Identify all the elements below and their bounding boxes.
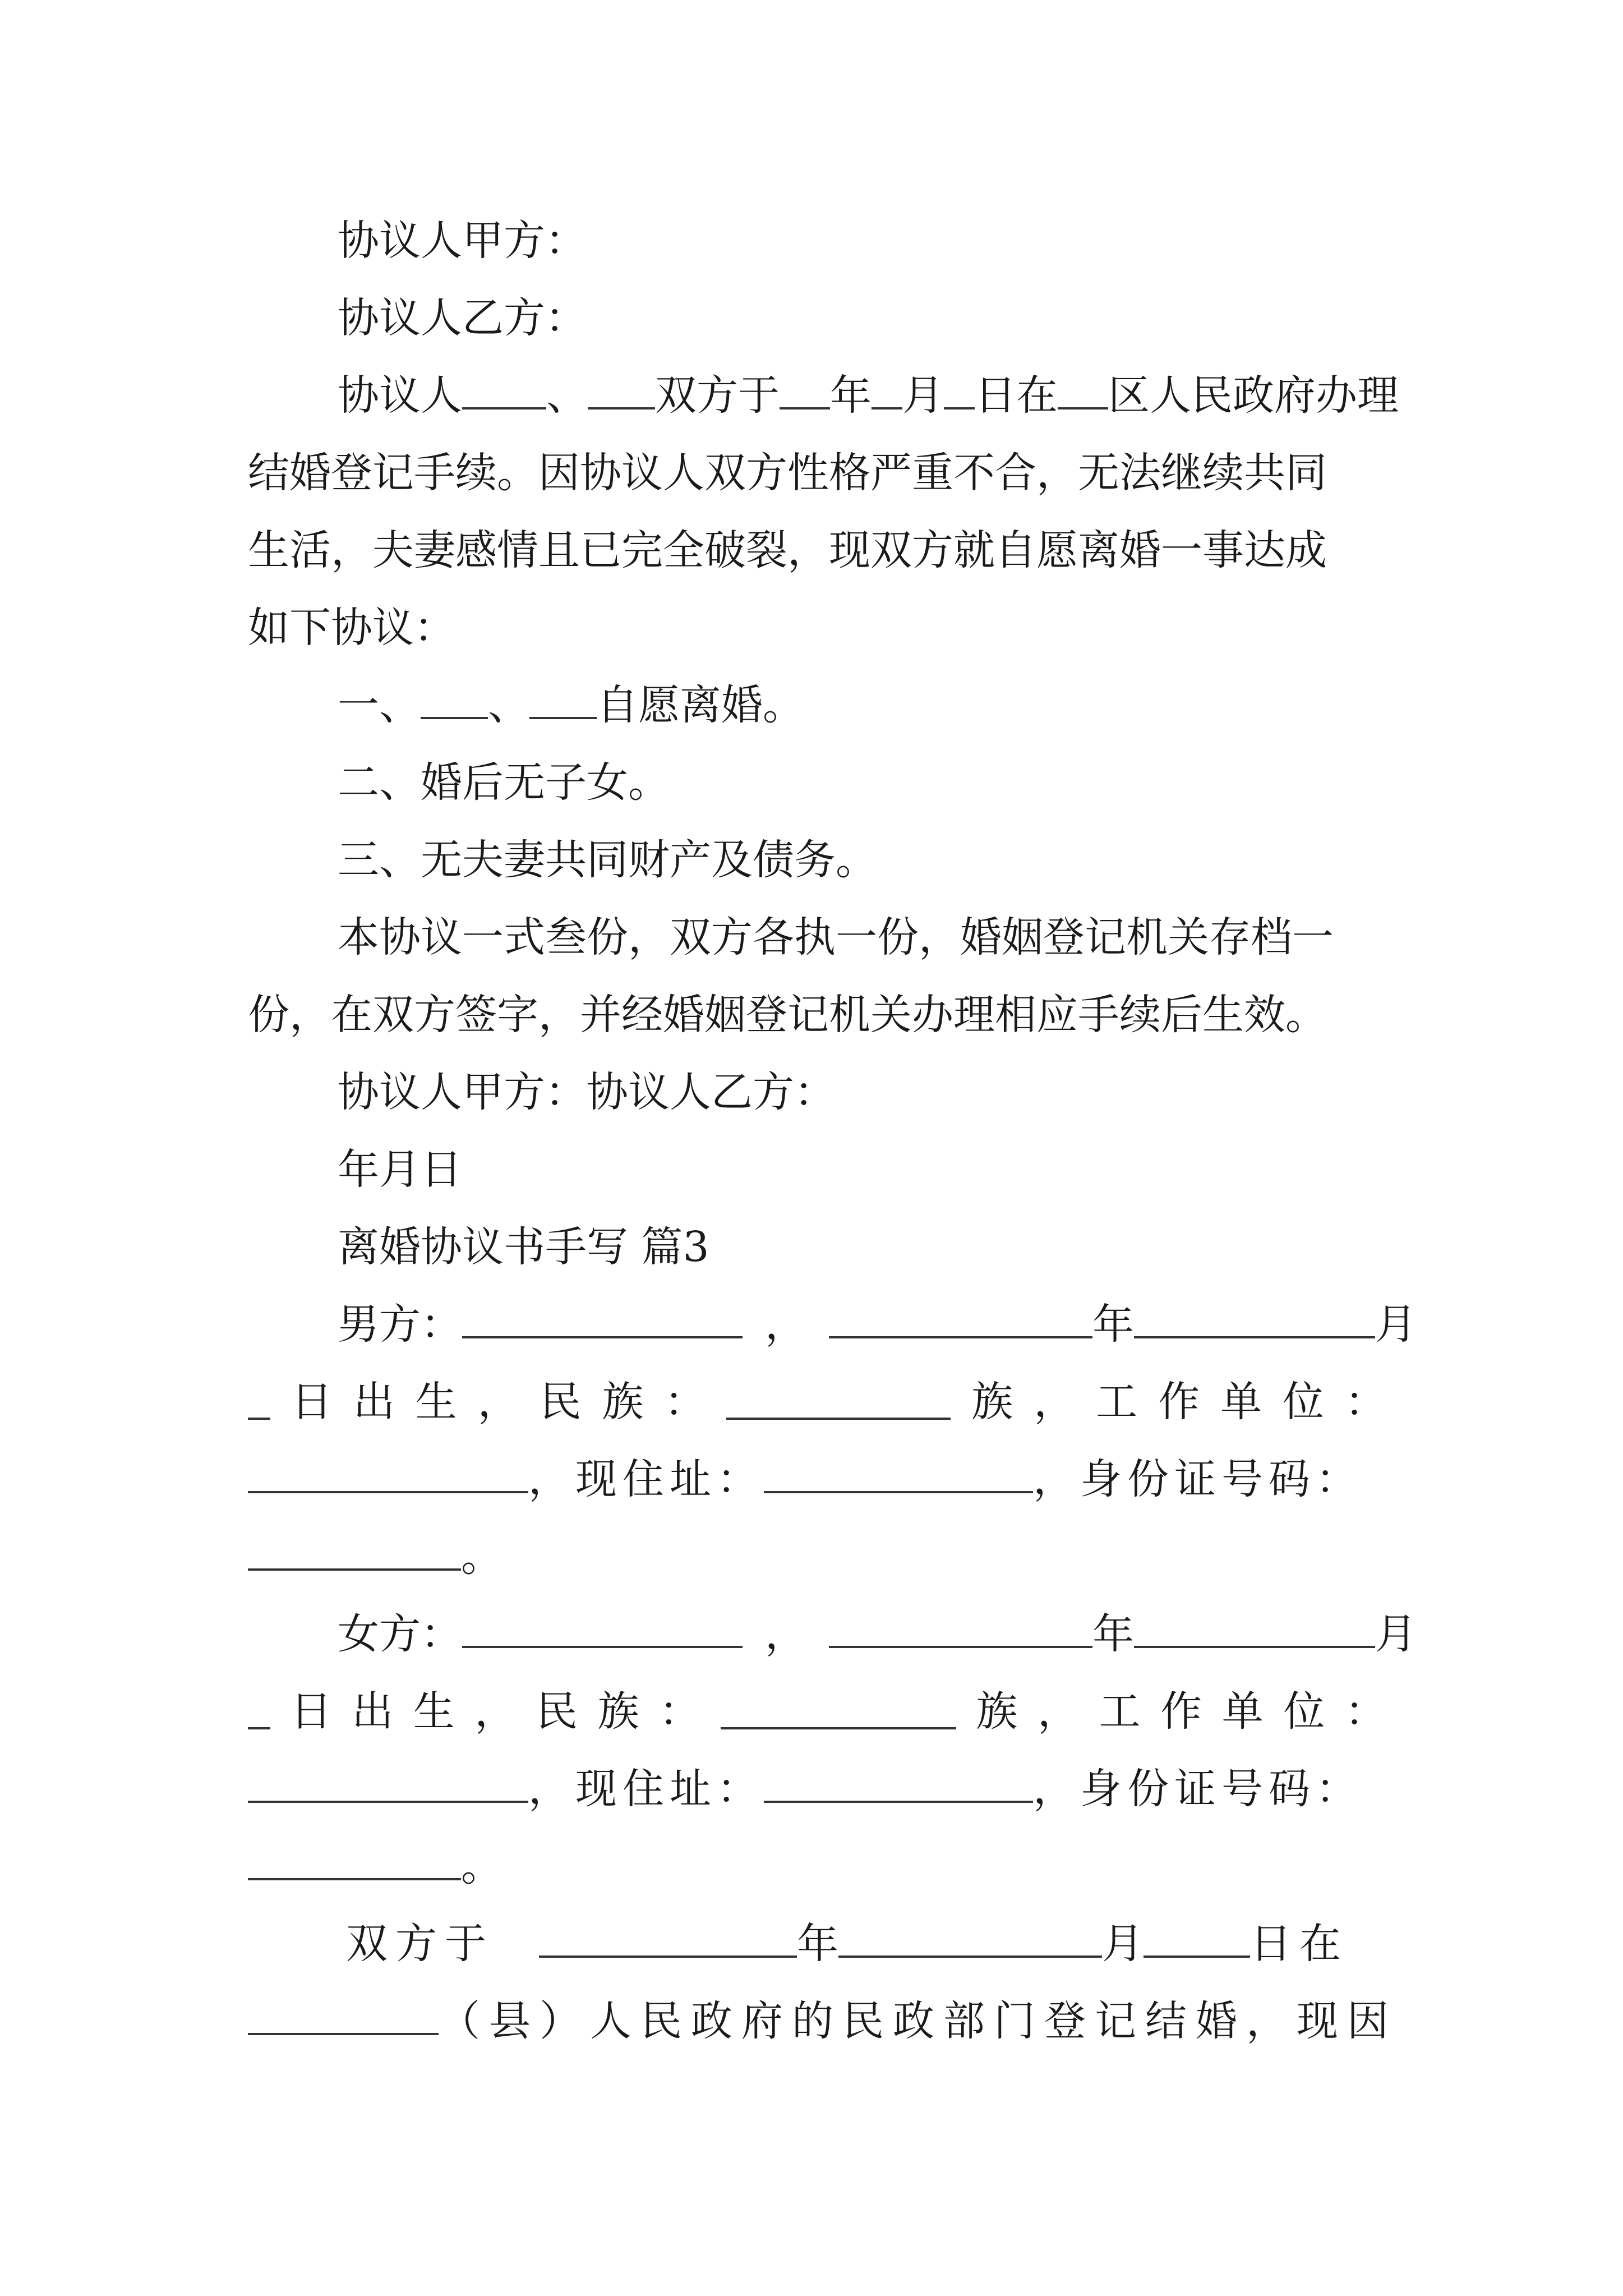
female-line-2 [248,1673,1386,1750]
text-segment: 双方于 [655,371,780,420]
party-a-label: 协议人甲方： [338,217,587,265]
text-char: ： [1344,1687,1386,1736]
text-char: 工 [1096,1378,1138,1426]
blank-field[interactable] [539,1922,797,1958]
paragraph-intro-line-3 [248,512,1386,589]
registration-line-1 [248,1905,1386,1982]
party-b-label: 协议人乙方： [338,294,587,342]
section-title [248,1208,1386,1286]
blank-field[interactable] [462,1612,743,1648]
text-segment: ，身份证号码： [1033,1455,1363,1503]
text-char: 作 [1160,1687,1202,1736]
text-segment: ，现住址： [528,1765,764,1813]
blank-field[interactable] [529,683,597,719]
blank-field[interactable] [421,683,488,719]
blank-field[interactable] [462,1303,743,1338]
text-segment: 年 [1092,1300,1134,1349]
text-segment: ，身份证号码： [1033,1765,1363,1813]
text-segment: 、 [546,371,588,420]
text-char: ： [659,1687,701,1736]
text-segment: 生活，夫妻感情且已完全破裂，现双方就自愿离婚一事达成 [248,526,1327,574]
text-segment: 月 [1375,1610,1417,1658]
text-char: 位 [1282,1378,1324,1426]
blank-field[interactable] [726,1384,951,1420]
copies-line-2 [248,976,1386,1053]
text-segment: 日在 [975,371,1058,420]
text-segment: 一、 [338,681,421,729]
paragraph-intro-line-2 [248,434,1386,512]
paragraph-intro-line-1 [248,357,1399,434]
text-segment: 。 [461,1533,502,1581]
text-char: 日 [290,1687,332,1736]
text-char: 生 [415,1378,457,1426]
text-segment: 日在 [1250,1920,1349,1968]
copies-line-1 [248,899,1386,976]
date-line [248,1131,1386,1208]
text-char: 民 [536,1687,578,1736]
text-char: ： [664,1378,706,1426]
male-line-3 [248,1441,1386,1518]
text-char: 单 [1220,1378,1262,1426]
blank-field[interactable] [721,1694,956,1729]
male-line-2 [248,1363,1386,1441]
text-segment: 年 [797,1920,838,1968]
text-segment: 、 [488,681,529,729]
text-segment: 年月日 [338,1145,462,1194]
text-segment: 年 [1092,1610,1134,1658]
text-segment: 本协议一式叁份，双方各执一份，婚姻登记机关存档一 [338,913,1334,961]
text-segment: 区人民政府办理 [1108,371,1399,420]
blank-field[interactable] [248,1535,461,1571]
male-line-4 [248,1518,1386,1595]
blank-field[interactable] [462,374,546,409]
text-char: 出 [353,1378,395,1426]
text-segment: 自愿离婚。 [597,681,804,729]
text-segment: 。 [461,1842,502,1890]
text-segment: 双方于 [346,1920,494,1968]
paragraph-intro-line-4 [248,589,1386,666]
blank-field[interactable] [872,374,902,409]
text-segment: ， [765,1300,806,1349]
text-segment: 如下协议： [248,604,455,652]
female-line-1 [248,1595,1417,1673]
blank-field[interactable] [1058,374,1108,409]
blank-field[interactable] [248,1999,439,2035]
blank-field[interactable] [588,374,655,409]
blank-field[interactable] [1134,1303,1375,1338]
blank-field[interactable] [248,1384,270,1420]
text-char: 工 [1099,1687,1141,1736]
blank-field[interactable] [248,1694,270,1729]
blank-field[interactable] [764,1767,1033,1803]
blank-field[interactable] [248,1767,528,1803]
text-char: 作 [1158,1378,1200,1426]
text-segment: ，现住址： [528,1455,764,1503]
female-line-3 [248,1750,1386,1828]
text-char: ， [1034,1378,1076,1426]
blank-field[interactable] [780,374,830,409]
male-line-1 [248,1286,1417,1363]
text-char: 族 [602,1378,644,1426]
text-segment: 协议人甲方：协议人乙方： [338,1068,836,1116]
text-char: 日 [291,1378,333,1426]
text-char: ， [477,1378,519,1426]
text-segment: 月 [1375,1300,1417,1349]
party-a-line [248,202,1386,279]
blank-field[interactable] [829,1612,1092,1648]
text-segment: 年 [830,371,872,420]
text-char: 族 [976,1687,1018,1736]
text-segment: 结婚登记手续。因协议人双方性格严重不合，无法继续共同 [248,449,1327,497]
female-line-4 [248,1828,1386,1905]
text-segment: 月 [1102,1920,1144,1968]
text-segment: 离婚协议书手写 篇3 [338,1223,709,1271]
signature-line [248,1053,1386,1131]
clause-3 [248,821,1386,899]
text-char: ： [1344,1378,1386,1426]
blank-field[interactable] [1134,1612,1375,1648]
text-char: ， [474,1687,517,1736]
blank-field[interactable] [1144,1922,1250,1958]
document-page [248,202,1417,2060]
blank-field[interactable] [829,1303,1092,1338]
text-segment: ， [765,1610,806,1658]
text-char: 位 [1283,1687,1325,1736]
clause-2 [248,744,1386,821]
blank-field[interactable] [838,1922,1102,1958]
text-char: 单 [1221,1687,1264,1736]
registration-line-2 [248,1982,1398,2060]
text-segment: 份，在双方签字，并经婚姻登记机关办理相应手续后生效。 [248,991,1327,1039]
party-b-line [248,279,1386,357]
text-char: 民 [540,1378,582,1426]
text-char: 生 [413,1687,455,1736]
text-segment: 月 [902,371,944,420]
text-segment: 二、婚后无子女。 [338,758,670,807]
text-segment: 女方： [338,1610,462,1658]
text-char: 出 [352,1687,394,1736]
clause-1 [248,666,1386,744]
text-char: ， [1037,1687,1079,1736]
text-segment: 男方： [338,1300,462,1349]
blank-field[interactable] [248,1457,528,1493]
text-segment: 三、无夫妻共同财产及债务。 [338,836,877,884]
blank-field[interactable] [944,374,975,409]
blank-field[interactable] [764,1457,1033,1493]
text-char: 族 [597,1687,639,1736]
blank-field[interactable] [248,1844,461,1880]
text-segment: （县）人民政府的民政部门登记结婚，现因 [439,1997,1398,2045]
text-char: 族 [971,1378,1013,1426]
text-segment: 协议人 [338,371,462,420]
